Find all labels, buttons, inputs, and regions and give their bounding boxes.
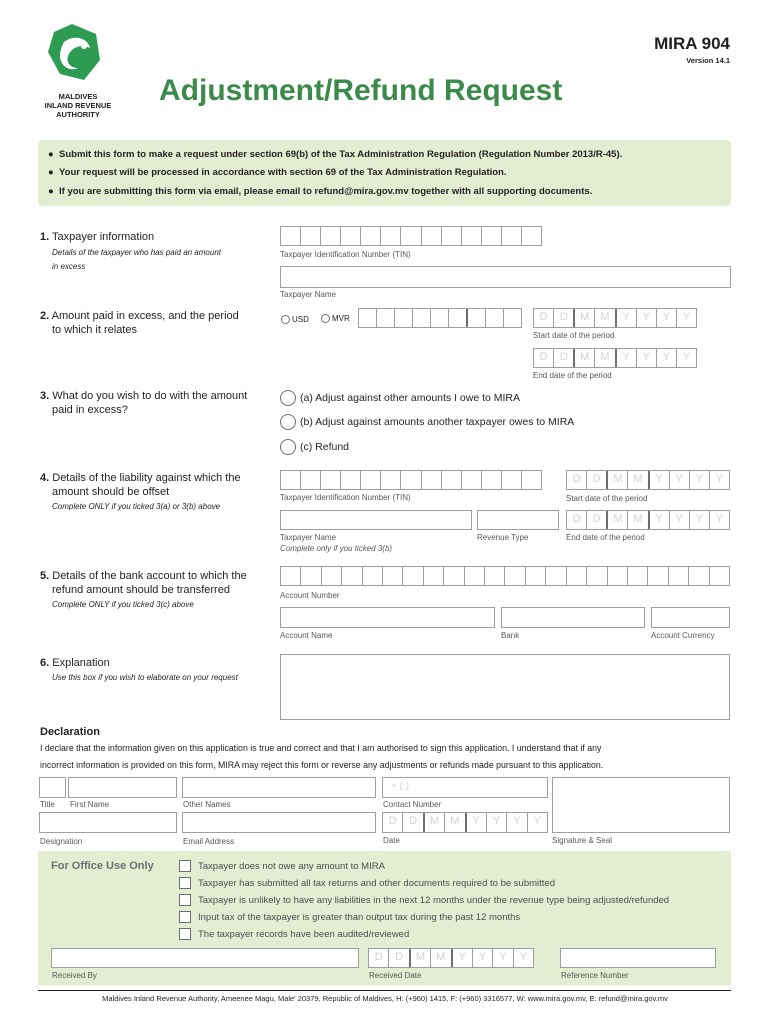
- s6-number: 6.: [40, 657, 50, 669]
- footer-text: Maldives Inland Revenue Authority, Ameenee Magu, Male' 20379, Republic of Maldives, H: (+960) 1415, F: (+960) 3316577, W: www.mira.gov.mv, E: refund@mira.gov.mv: [102, 994, 668, 1003]
- s4-start-date-input[interactable]: D D M M Y Y Y Y: [566, 470, 730, 490]
- designation-input[interactable]: [39, 812, 177, 833]
- option-b-radio[interactable]: [280, 414, 296, 430]
- account-currency-label: Account Currency: [651, 631, 715, 640]
- reference-number-label: Reference Number: [561, 971, 629, 980]
- instructions-panel: [38, 140, 731, 206]
- first-name-input[interactable]: [68, 777, 177, 798]
- s2-start-label: Start date of the period: [533, 331, 615, 340]
- first-name-label: First Name: [70, 800, 110, 809]
- s4-title-line1: Details of the liability against which the: [52, 472, 241, 484]
- s1-note-2: in excess: [52, 262, 86, 271]
- instruction-3: ● If you are submitting this form via email, please email to refund@mira.gov.mv together with all supporting documents.: [48, 186, 593, 197]
- logo-line-3: AUTHORITY: [56, 110, 100, 119]
- office-check-5-label: The taxpayer records have been audited/reviewed: [198, 929, 410, 940]
- office-check-2-label: Taxpayer has submitted all tax returns and other documents required to be submitted: [198, 878, 555, 889]
- other-names-label: Other Names: [183, 800, 231, 809]
- s2-title-line1: Amount paid in excess, and the period: [51, 310, 239, 322]
- instruction-2: ● Your request will be processed in accordance with section 69 of the Tax Administration Regulation.: [48, 167, 507, 178]
- s4-revenue-label: Revenue Type: [477, 533, 529, 542]
- s1-title: [40, 230, 154, 244]
- mira-emblem-icon: [42, 22, 114, 88]
- instruction-1: ● Submit this form to make a request under section 69(b) of the Tax Administration Regulation (Regulation Number 2013/R-45).: [48, 149, 623, 160]
- option-c-label: (c) Refund: [300, 441, 350, 453]
- s5-title-line1: Details of the bank account to which the: [52, 570, 247, 582]
- option-c-radio[interactable]: [280, 439, 296, 455]
- s4-tin-input[interactable]: [280, 470, 542, 490]
- s4-name-note: Complete only if you ticked 3(b): [280, 544, 393, 553]
- currency-mvr-label: MVR: [332, 314, 350, 323]
- signature-box[interactable]: [552, 777, 730, 833]
- logo-line-1: MALDIVES: [58, 92, 98, 101]
- office-use-heading: For Office Use Only: [51, 860, 154, 872]
- currency-usd-label: USD: [292, 315, 309, 324]
- instruction-2-text: Your request will be processed in accordance with section 69 of the Tax Administration Regulation.: [59, 167, 507, 178]
- designation-label: Designation: [40, 837, 83, 846]
- amount-input[interactable]: [358, 308, 522, 328]
- s6-title: [40, 656, 110, 670]
- s1-tin-label: Taxpayer Identification Number (TIN): [280, 250, 411, 259]
- received-date-label: Received Date: [369, 971, 422, 980]
- s3-number: 3.: [40, 390, 50, 402]
- s4-tin-label: Taxpayer Identification Number (TIN): [280, 493, 411, 502]
- footer-divider: [38, 990, 731, 991]
- s5-title-2: refund amount should be transferred: [52, 584, 230, 596]
- s1-title-text: Taxpayer information: [52, 231, 155, 243]
- received-date-input[interactable]: D D M M Y Y Y Y: [368, 948, 534, 968]
- s2-title: [40, 309, 239, 323]
- s4-revenue-type-input[interactable]: [477, 510, 559, 530]
- contact-number-input[interactable]: [382, 777, 548, 798]
- account-name-input[interactable]: [280, 607, 495, 628]
- s1-name-label: Taxpayer Name: [280, 290, 337, 299]
- s5-title: [40, 569, 247, 583]
- s4-end-label: End date of the period: [566, 533, 645, 542]
- s4-taxpayer-name-input[interactable]: [280, 510, 472, 530]
- s1-note: Details of the taxpayer who has paid an amount: [52, 248, 221, 257]
- s2-end-date-input[interactable]: D D M M Y Y Y Y: [533, 348, 697, 368]
- contact-prefix: + ( ): [391, 781, 410, 792]
- s1-tin-input[interactable]: [280, 226, 542, 246]
- email-label: Email Address: [183, 837, 235, 846]
- office-check-4[interactable]: [179, 911, 191, 923]
- s1-number: 1.: [40, 231, 50, 243]
- mira-logo: [42, 22, 114, 88]
- s4-title-2: amount should be offset: [52, 486, 170, 498]
- logo-text: [30, 92, 126, 119]
- title-input[interactable]: [39, 777, 66, 798]
- form-version: Version 14.1: [686, 56, 730, 65]
- option-a-radio[interactable]: [280, 390, 296, 406]
- s4-title: [40, 471, 241, 485]
- s4-end-date-input[interactable]: D D M M Y Y Y Y: [566, 510, 730, 530]
- received-by-input[interactable]: [51, 948, 359, 968]
- signature-label: Signature & Seal: [552, 836, 613, 845]
- bank-label: Bank: [501, 631, 520, 640]
- office-check-1-label: Taxpayer does not owe any amount to MIRA: [198, 861, 385, 872]
- form-code: MIRA 904: [654, 34, 730, 53]
- bank-input[interactable]: [501, 607, 645, 628]
- s4-name-label: Taxpayer Name: [280, 533, 337, 542]
- declaration-text-2: incorrect information is provided on this form, MIRA may reject this form or reverse any adjustments or refunds made pursuant to this application.: [40, 760, 604, 770]
- account-name-label: Account Name: [280, 631, 333, 640]
- contact-number-label: Contact Number: [383, 800, 442, 809]
- account-number-label: Account Number: [280, 591, 340, 600]
- s5-note: Complete ONLY if you ticked 3(c) above: [52, 600, 194, 609]
- s4-note: Complete ONLY if you ticked 3(a) or 3(b) above: [52, 502, 221, 511]
- instruction-3-text: If you are submitting this form via email, please email to refund@mira.gov.mv together with all supporting documents.: [59, 186, 593, 197]
- date-label: Date: [383, 836, 400, 845]
- office-check-1[interactable]: [179, 860, 191, 872]
- received-by-label: Received By: [52, 971, 97, 980]
- s6-note: Use this box if you wish to elaborate on your request: [52, 673, 238, 682]
- account-number-input[interactable]: [280, 566, 730, 586]
- s1-taxpayer-name-input[interactable]: [280, 266, 731, 288]
- instruction-1-text: Submit this form to make a request under section 69(b) of the Tax Administration Regulation (Regulation Number 2013/R-45).: [59, 149, 623, 160]
- declaration-heading: Declaration: [40, 726, 100, 738]
- office-check-5[interactable]: [179, 928, 191, 940]
- email-input[interactable]: [182, 812, 376, 833]
- s2-number: 2.: [40, 310, 50, 322]
- title-label: Title: [40, 800, 55, 809]
- s3-title: [40, 389, 247, 403]
- declaration-date-input[interactable]: D D M M Y Y Y Y: [382, 812, 548, 833]
- option-a-label: (a) Adjust against other amounts I owe to MIRA: [300, 392, 521, 404]
- s5-number: 5.: [40, 570, 50, 582]
- explanation-textarea[interactable]: [280, 654, 730, 720]
- declaration-text-1: I declare that the information given on this application is true and correct and that I am authorised to sign this application. I understand that if any: [40, 743, 602, 753]
- reference-number-input[interactable]: [560, 948, 716, 968]
- currency-usd-radio[interactable]: [281, 315, 290, 324]
- s2-start-date-input[interactable]: D D M M Y Y Y Y: [533, 308, 697, 328]
- s2-end-label: End date of the period: [533, 371, 612, 380]
- page-title: Adjustment/Refund Request: [159, 74, 563, 107]
- s4-start-label: Start date of the period: [566, 494, 648, 503]
- s3-title-2: paid in excess?: [52, 404, 128, 416]
- s4-number: 4.: [40, 472, 50, 484]
- office-check-3-label: Taxpayer is unlikely to have any liabilities in the next 12 months under the revenue type being adjusted/refunded: [198, 895, 670, 906]
- option-b-label: (b) Adjust against amounts another taxpayer owes to MIRA: [300, 416, 575, 428]
- office-check-3[interactable]: [179, 894, 191, 906]
- s6-title-text: Explanation: [52, 657, 110, 669]
- office-use-panel: [38, 851, 731, 985]
- office-check-4-label: Input tax of the taxpayer is greater than output tax during the past 12 months: [198, 912, 521, 923]
- other-names-input[interactable]: [182, 777, 376, 798]
- logo-line-2: INLAND REVENUE: [44, 101, 112, 110]
- office-check-2[interactable]: [179, 877, 191, 889]
- account-currency-input[interactable]: [651, 607, 730, 628]
- currency-mvr-radio[interactable]: [321, 314, 330, 323]
- s2-title-2: to which it relates: [52, 324, 137, 336]
- s3-title-line1: What do you wish to do with the amount: [52, 390, 248, 402]
